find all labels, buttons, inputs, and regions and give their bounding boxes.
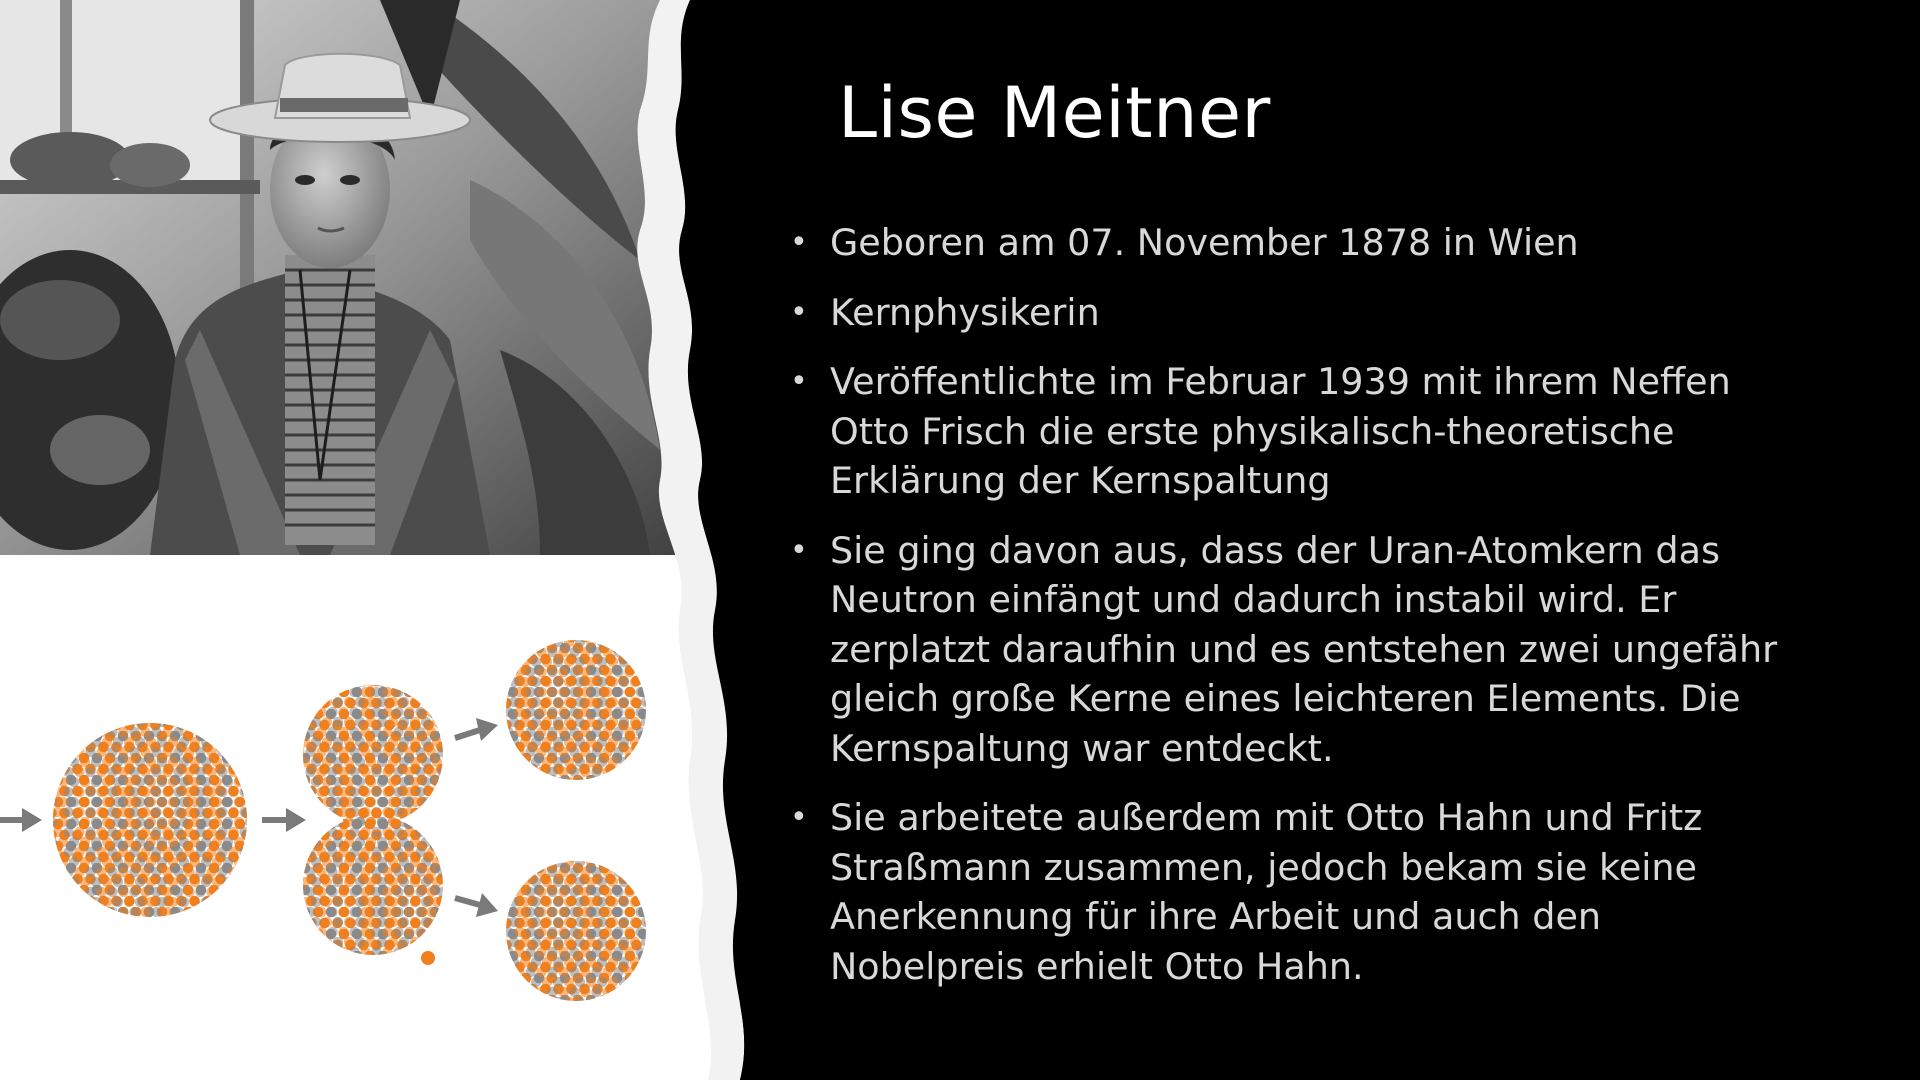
bullet-item: • Geboren am 07. November 1878 in Wien — [790, 218, 1800, 268]
released-neutron — [421, 951, 435, 965]
bullet-item: • Veröffentlichte im Februar 1939 mit ihrem Neffen Otto Frisch die erste physikalisch-theoretische Erklärung der Kernspaltung — [790, 357, 1800, 506]
slide-title: Lise Meitner — [838, 72, 1271, 154]
fragment-nucleus-bottom — [506, 861, 646, 1001]
fission-diagram — [0, 555, 740, 1080]
bullet-item: • Sie ging davon aus, dass der Uran-Atomkern das Neutron einfängt und dadurch instabil wird. Er zerplatzt daraufhin und es entstehen zwei ungefähr gleich große Kerne eines leichteren Elements. Die Kernspaltung war entdeckt. — [790, 526, 1800, 774]
fragment-nucleus-top — [506, 640, 646, 780]
portrait-photo — [0, 0, 740, 555]
image-panel — [0, 0, 740, 1080]
bullet-item: • Sie arbeitete außerdem mit Otto Hahn und Fritz Straßmann zusammen, jedoch bekam sie keine Anerkennung für ihre Arbeit und auch den Nobelpreis erhielt Otto Hahn. — [790, 793, 1800, 991]
bullet-list — [790, 218, 1800, 1011]
uranium-nucleus — [53, 723, 247, 917]
bullet-item: • Kernphysikerin — [790, 288, 1800, 338]
